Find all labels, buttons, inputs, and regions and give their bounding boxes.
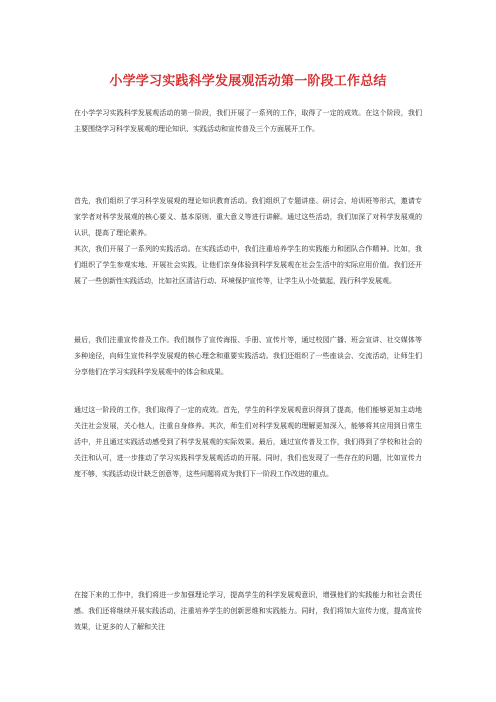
paragraph-theory-study: 首先，我们组织了学习科学发展观的理论知识教育活动。我们组织了专题讲座、研讨会、培训班等形式，邀请专家学者对科学发展观的核心要义、基本原则、重大意义等进行讲解。通过这些活动，我们加深了对科学发展观的认识，提高了理论素养。 (74, 197, 422, 237)
document-title: 小学学习实践科学发展观活动第一阶段工作总结 (109, 74, 387, 89)
paragraph-intro: 在小学学习实践科学发展观活动的第一阶段，我们开展了一系列的工作，取得了一定的成效。在这个阶段，我们主要围绕学习科学发展观的理论知识、实践活动和宣传普及三个方面展开工作。 (74, 109, 422, 133)
paragraph-results: 通过这一阶段的工作，我们取得了一定的成效。首先，学生的科学发展观意识得到了提高，他们能够更加主动地关注社会发展，关心他人，注重自身修养。其次，师生们对科学发展观的理解更加深入，能够将其应用到日常生活中，并且通过实践活动感受到了科学发展观的实际效果。最后，通过宣传普及工作，我们得到了学校和社会的关注和认可，进一步推动了学习实践科学发展观活动的开展。同时，我们也发现了一些存在的问题，比如宣传力度不够，实践活动设计缺乏创意等，这些问题将成为我们下一阶段工作改进的重点。 (74, 406, 422, 478)
paragraph-next-steps: 在接下来的工作中，我们将进一步加强理论学习，提高学生的科学发展观意识，增强他们的实践能力和社会责任感。我们还将继续开展实践活动，注重培养学生的创新思维和实践能力。同时，我们将加大宣传力度，提高宣传效果，让更多的人了解和关注 (74, 591, 422, 631)
paragraph-publicity: 最后，我们注重宣传普及工作。我们制作了宣传海报、手册、宣传片等，通过校园广播、班会宣讲、社交媒体等多种途径，向师生宣传科学发展观的核心理念和重要实践活动。我们还组织了一些座谈会、交流活动，让师生们分享他们在学习实践科学发展观中的体会和成果。 (74, 336, 422, 376)
paragraph-practice-activities: 其次，我们开展了一系列的实践活动。在实践活动中，我们注重培养学生的实践能力和团队合作精神。比如，我们组织了学生参观实地、开展社会实践，让他们亲身体验到科学发展观在社会生活中的实际应用价值。我们还开展了一些创新性实践活动，比如社区清洁行动、环境保护宣传等，让学生从小处做起，践行科学发展观。 (74, 245, 422, 285)
